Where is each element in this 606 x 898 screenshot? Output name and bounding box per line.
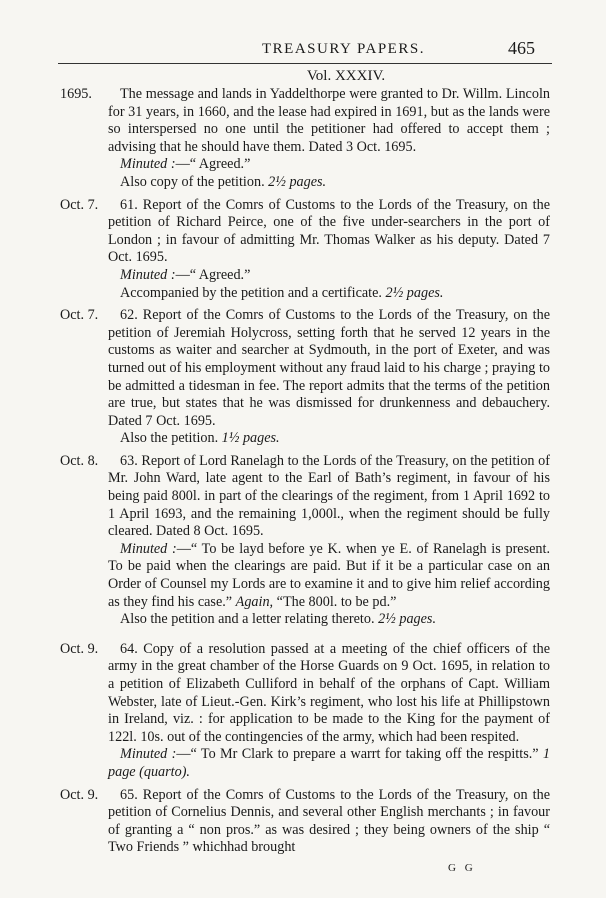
page-number: 465 — [508, 38, 535, 58]
entry-date: Oct. 8. — [60, 452, 99, 469]
running-title: TREASURY PAPERS. — [262, 41, 425, 57]
also-line: Also copy of the petition. 2½ pages. — [120, 173, 327, 190]
also-line: Also the petition. 1½ pages. — [120, 430, 280, 447]
entry-date: Oct. 9. — [60, 786, 99, 803]
entry-text: 65. Report of the Comrs of Customs to the Lords of the Treasury, on the petition of Cornelius Dennis, and several other English merchants ; in favour of granting a “ non pros.” as was desired ; they being owners of the ship “ Two Friends ” whichhad brought — [108, 786, 550, 856]
volume-heading: Vol. XXXIV. — [306, 68, 386, 84]
entry-text: 63. Report of Lord Ranelagh to the Lords of the Treasury, on the petition of Mr. John Ward, late agent to the Earl of Bath’s regiment, in favour of his being paid 800l. in part of the clearings of the regiment, from 1 April 1692 to 1 April 1693, and the remaining 1,000l., when the regiment should be fully cleared. Dated 8 Oct. 1695. — [108, 452, 550, 540]
entry-text: The message and lands in Yaddelthorpe were granted to Dr. Willm. Lincoln for 31 years, in 1660, and the lease had expired in 1691, but as the lands were so interspersed no one until the petitioner had offered to accept them ; advising that he should have them. Dated 3 Oct. 1695. — [108, 86, 550, 155]
minuted-line: Minuted :—“ Agreed.” — [120, 156, 251, 173]
also-line: Also the petition and a letter relating thereto. 2½ pages. — [120, 611, 436, 628]
minuted-line: Minuted :—“ To be layd before ye K. when ye E. of Ranelagh is present. To be paid when the clearings are paid. But if it be a particular case on an Order of Counsel my Lords are to examine it and to give him relief according as they find his case.” Again, “The 800l. to be pd.” — [108, 540, 551, 610]
entry-61 — [60, 197, 550, 303]
entry-text: 64. Copy of a resolution passed at a meeting of the chief officers of the army in the great chamber of the Horse Guards on 9 Oct. 1695, in relation to a petition of Elizabeth Culliford in behalf of the orphans of Capt. William Webster, late of Lieut.-Gen. Kirk’s regiment, who lost his life at Phillipstown in Ireland, viz. : for application to be made to the King for the payment of 122l. 10s. out of the contingencies of the army, which had been respited. — [108, 640, 550, 745]
entry-date: 1695. — [60, 86, 92, 102]
entry-date: Oct. 9. — [60, 640, 99, 657]
document-body — [60, 86, 550, 862]
entry-text: 61. Report of the Comrs of Customs to the Lords of the Treasury, on the petition of Richard Peirce, one of the five under-searchers in the port of London ; in favour of admitting Mr. Thomas Walker as his deputy. Dated 7 Oct. 1695. — [108, 196, 550, 266]
signature-mark: G G — [448, 862, 476, 874]
entry-continuation — [60, 86, 550, 192]
also-line: Accompanied by the petition and a certificate. 2½ pages. — [120, 284, 444, 301]
entry-62 — [60, 307, 550, 448]
entry-65 — [60, 787, 550, 857]
header-rule — [58, 63, 552, 64]
entry-date: Oct. 7. — [60, 307, 99, 324]
entry-63 — [60, 453, 550, 629]
minuted-line: Minuted :—“ To Mr Clark to prepare a warrt for taking off the respitts.” 1 page (quarto). — [108, 746, 550, 780]
entry-text: 62. Report of the Comrs of Customs to the Lords of the Treasury, on the petition of Jeremiah Holycross, setting forth that he served 12 years in the customs as waiter and searcher at Sydmouth, in the port of Exeter, and was turned out of his employment without any fraud laid to his charge ; praying to be admitted a tidesman in fee. The report admits that the terms of the petition are true, but states that he was dismissed for drunkenness and debauchery. Dated 7 Oct. 1695. — [108, 307, 550, 429]
entry-64 — [60, 641, 550, 782]
page-header — [0, 38, 606, 64]
minuted-line: Minuted :—“ Agreed.” — [120, 266, 251, 283]
entry-date: Oct. 7. — [60, 196, 99, 213]
